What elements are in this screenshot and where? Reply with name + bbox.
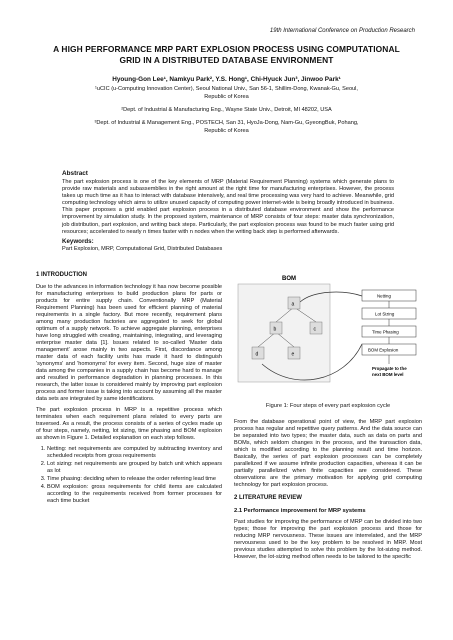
bom-node-c xyxy=(310,322,322,334)
step-bom-explosion: 4. BOM explosion: gross requirements for child items are calculated according to the requirements received from former processes for each time bucket xyxy=(47,484,222,505)
affiliation-3: ³Dept. of Industrial & Management Eng., POSTECH, San 31, HyoJa-Dong, Nam-Gu, GyeongBuk, Pohang, xyxy=(94,120,359,126)
literature-review-heading: 2 LITERATURE REVIEW xyxy=(234,495,302,501)
figure-1-caption: Figure 1: Four steps of every part explosion cycle xyxy=(265,403,391,409)
intro-paragraph-1: Due to the advances in information technology it has now become possible for manufacturing enterprises to build production plans for parts or products for entire supply chain. Conventionally MRP (Material Requirement Planning) has been used for efficient planning of material requirements in a single factory. But more recently, requirement plans among many production factories are aggregated to seek for global optimum of a supply network. To achieve aggregate planning, enterprises have long struggled with creating, maintaining, integrating, and leveraging enterprise master data [1]. Issues related to so-called 'Master data management' arose mainly in two aspects. First, discordance among master data of each facility units has made it hard to distinguish 'synonyms' and 'homonyms' for every item. Second, huge size of master data among the companies in a supply chain has become hard to manage and resulted in performance degradation in planning processes. In this research, the latter issue is considered mainly by improving part explosion process and former issue is taking into account by assuming all the master data sets are integrated by same identifications. xyxy=(36,284,222,402)
abstract-heading: Abstract xyxy=(62,170,88,177)
step-lot-sizing: 2. Lot sizing: net requirements are grouped by batch unit which appears as lot xyxy=(47,461,222,475)
step-netting: 1. Netting: net requirements are computed by subtracting inventory and scheduled receipts from gross requirements xyxy=(47,446,222,460)
bom-explosion-box-label: BOM Explosion xyxy=(368,347,399,353)
bom-node-e-label: e xyxy=(291,351,295,358)
paper-title xyxy=(30,44,423,66)
author-list: Hyoung-Gon Lee¹, Namkyu Park², Y.S. Hong¹, Chi-Hyuck Jun³, Jinwoo Park¹ xyxy=(112,76,341,83)
keywords-text: Part Explosion, MRP, Computational Grid, Distributed Databases xyxy=(62,246,223,252)
netting-box-label: Netting xyxy=(377,293,391,299)
bom-node-a-label: a xyxy=(291,301,295,308)
propagate-line-2: next BOM level xyxy=(372,372,404,377)
step-time-phasing: 3. Time phasing: deciding when to release the order referring lead time xyxy=(47,476,222,483)
keywords-heading: Keywords: xyxy=(62,238,94,245)
bom-node-c-label: c xyxy=(313,326,316,333)
mrp-performance-subheading: 2.1 Performance improvement for MRP systems xyxy=(234,508,366,514)
introduction-heading: 1 INTRODUCTION xyxy=(36,272,87,278)
title-line-2: GRID IN A DISTRIBUTED DATABASE ENVIRONMENT xyxy=(119,55,334,65)
bom-label: BOM xyxy=(282,276,296,282)
literature-paragraph-1: Past studies for improving the performance of MRP can be divided into two types; those for improving the part explosion process and those for reducing MRP nervousness. These issues are interrelated, and the MRP nervousness used to be the key problem to be resolved in MRP. Most previous studies attempted to solve this problem by the lot-sizing method. However, the lot-sizing method often needs to be tailored to the specific xyxy=(234,519,422,560)
intro-paragraph-2: The part explosion process in MRP is a repetitive process which terminates when each requirement plans related to every parts are traversed. As a result, the process consists of a series of cycles made up of four steps, namely, netting, lot sizing, time phasing and BOM explosion as shown in Figure 1. Detailed explanation on each step follows. xyxy=(36,407,222,441)
affiliation-1-country: Republic of Korea xyxy=(204,94,249,100)
step-list xyxy=(36,446,222,505)
bom-node-b-label: b xyxy=(273,326,277,333)
affiliation-2: ²Dept. of Industrial & Manufacturing Eng., Wayne State Univ., Detroit, MI 48202, USA xyxy=(121,107,332,113)
conference-header: 19th International Conference on Production Research xyxy=(269,28,415,34)
right-paragraph-1: From the database operational point of view, the MRP part explosion process has regular and repetitive query patterns. And the data source can be separated into two types; the master data, such as data on parts and BOMs, which seldom changes in the process, and the transaction data, which is modified according to the planning result and time horizon. Basically, the series of part explosion processes can be completely parallelized if we assume infinite production capacities, whereas it can be partially parallelized when finite capacities are considered. These observations are the primary motivation for applying grid computing technology for part explosion process. xyxy=(234,419,422,488)
abstract-text: The part explosion process is one of the key elements of MRP (Material Requirement Planning) systems which generate plans to provide raw materials and subassemblies in the right amount at the right time for manufacturing enterprises. However, the process takes up much time as it has to interact with database intensively, and real time processing was very hard to achieve. Meanwhile, grid computing technology which aims to utilize unused capacity of computing power internet-wide is being broadly introduced in business. This paper proposes a grid enabled part explosion process in a distributed database environment and show the performance improvement by simulation study. In the proposed system, maintenance of MRP consists of four steps: master data synchronization, job distribution, part explosion, and writing back steps. Particularly, the part explosion process was found to be much faster using grid resources; accelerated to nearly n times faster with n nodes when the writing back step is performed afterwards. xyxy=(62,179,394,235)
affiliation-1: ¹uCIC (u-Computing Innovation Center), Seoul National Univ., San 56-1, Shillim-Dong, Kwanak-Gu, Seoul, xyxy=(95,86,358,92)
right-column xyxy=(234,419,422,565)
affiliation-3-country: Republic of Korea xyxy=(204,128,249,134)
propagate-line-1: Propagate to the xyxy=(372,366,407,371)
time-phasing-box-label: Time Phasing xyxy=(372,329,399,335)
figure-1 xyxy=(234,272,422,440)
lot-sizing-box-label: Lot Sizing xyxy=(375,311,395,317)
left-column xyxy=(36,272,222,506)
title-line-1: A HIGH PERFORMANCE MRP PART EXPLOSION PROCESS USING COMPUTATIONAL xyxy=(53,44,400,54)
bom-node-d-label: d xyxy=(255,351,259,358)
